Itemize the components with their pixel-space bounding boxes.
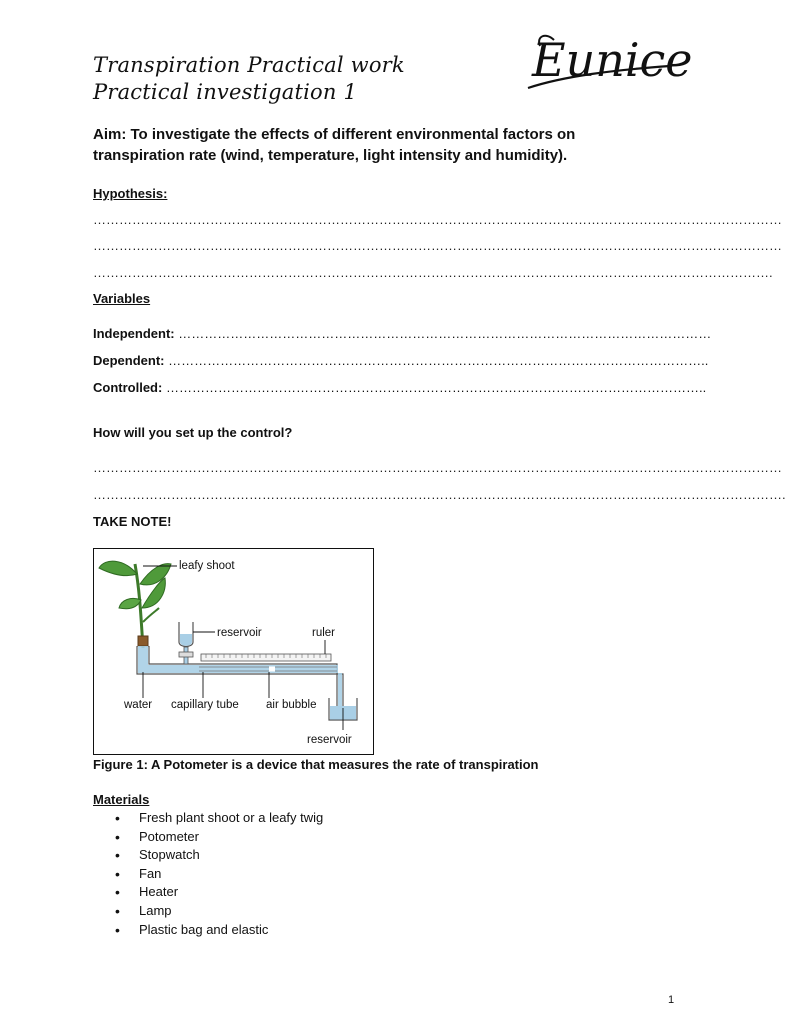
ruler [201,654,331,661]
dependent-answer-line[interactable]: …………………………………………………………………………………………………………….. [168,353,709,368]
title-line-2: Practical investigation 1 [93,80,358,104]
hypothesis-heading: Hypothesis: [93,186,168,201]
figure-caption: Figure 1: A Potometer is a device that measures the rate of transpiration [93,757,539,772]
page-number: 1 [668,994,675,1006]
label-ruler: ruler [312,627,336,639]
signature-logo [524,26,693,96]
controlled-variable-row [93,380,706,395]
control-question: How will you set up the control? [93,425,293,440]
air-bubble [269,667,275,672]
list-item: • Plastic bag and elastic [93,921,493,940]
list-item: • Fan [93,865,493,884]
variables-heading: Variables [93,291,151,306]
list-item: • Heater [93,883,493,902]
signature-text: Eunice [532,33,693,87]
document-title [93,52,405,106]
take-note-heading: TAKE NOTE! [93,514,172,529]
label-leafy-shoot: leafy shoot [179,560,235,572]
controlled-label: Controlled: [93,380,163,395]
independent-variable-row [93,326,711,341]
control-answer-line-1[interactable]: …………………………………………………………………………………………………………………………………………… [93,460,782,475]
potometer-figure [93,548,374,755]
independent-answer-line[interactable]: …………………………………………………………………………………………………………… [178,326,712,341]
materials-list [93,809,493,939]
hypothesis-answer-line-3[interactable]: …………………………………………………………………………………………………………………………………………. [93,265,773,280]
materials-heading: Materials [93,792,150,807]
independent-label: Independent: [93,326,175,341]
stopper [138,636,148,646]
label-reservoir-bottom: reservoir [307,734,352,746]
dependent-variable-row [93,353,708,368]
tap-icon [179,652,193,657]
list-item: • Fresh plant shoot or a leafy twig [93,809,493,828]
hypothesis-answer-line-1[interactable]: …………………………………………………………………………………………………………………………………………… [93,212,782,227]
list-item: • Stopwatch [93,846,493,865]
dependent-label: Dependent: [93,353,165,368]
label-water: water [124,699,153,711]
controlled-answer-line[interactable]: …………………………………………………………………………………………………………….. [165,380,707,395]
list-item: • Potometer [93,828,493,847]
hypothesis-answer-line-2[interactable]: …………………………………………………………………………………………………………………………………………… [93,238,782,253]
control-answer-line-2[interactable]: ……………………………………………………………………………………………………………………………………………. [93,487,786,502]
label-reservoir-top: reservoir [217,627,262,639]
label-air-bubble: air bubble [266,699,317,711]
list-item: • Lamp [93,902,493,921]
label-capillary-tube: capillary tube [171,699,239,711]
title-line-1: Transpiration Practical work [93,53,405,77]
aim-statement: Aim: To investigate the effects of different environmental factors on transpiration rate (wind, temperature, light intensity and humidity). [93,126,576,164]
